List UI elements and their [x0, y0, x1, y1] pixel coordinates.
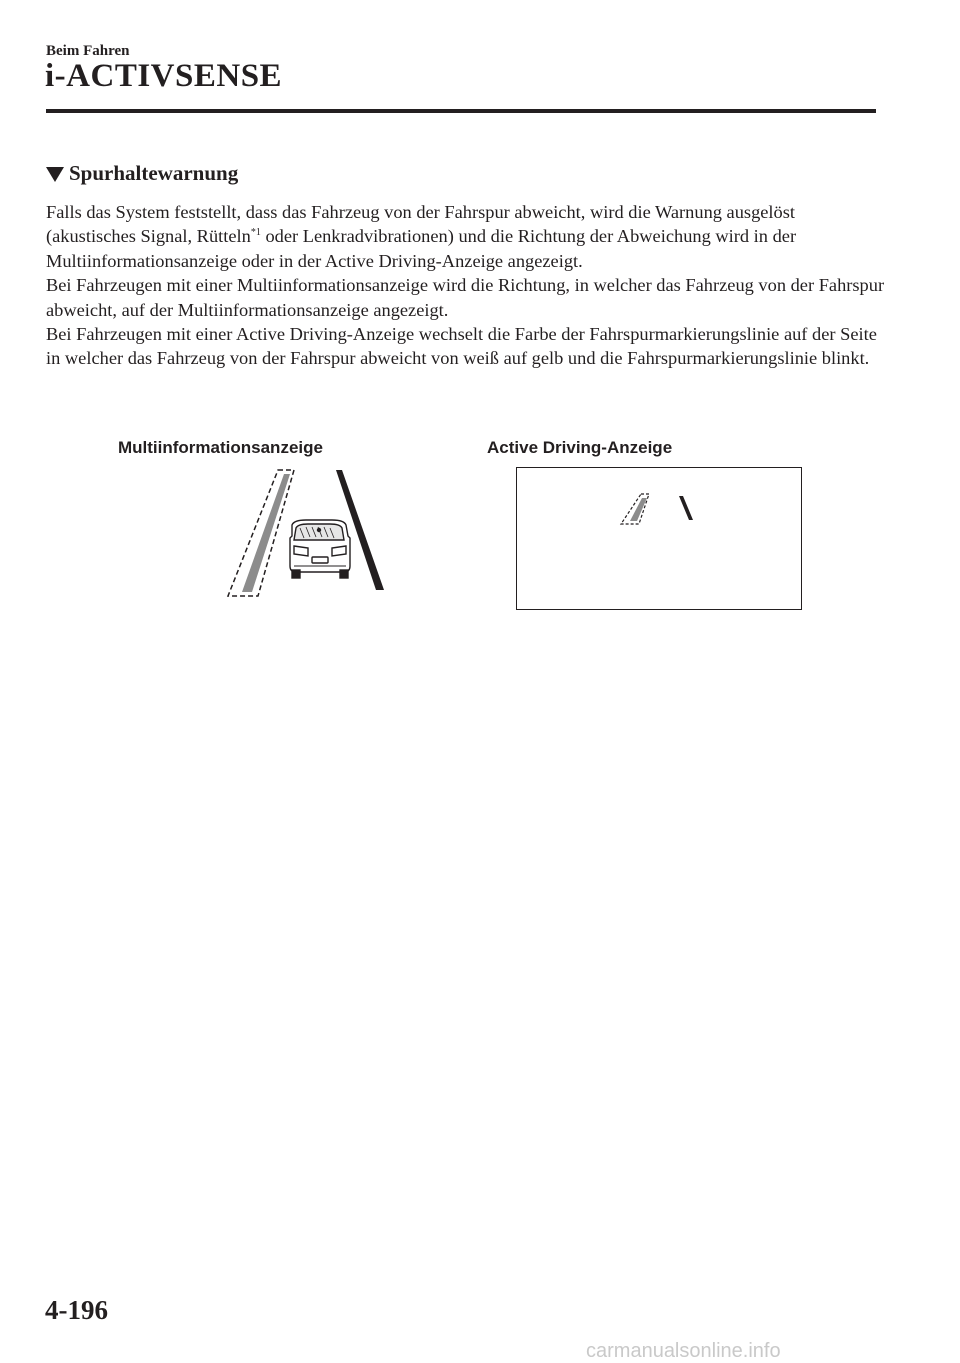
header-rule	[46, 109, 876, 113]
left-lane-line	[242, 474, 290, 592]
left-lane-line	[630, 498, 647, 521]
car-icon	[290, 520, 350, 578]
active-driving-display	[516, 467, 802, 610]
body-text	[46, 200, 886, 371]
multiinfo-illustration	[220, 462, 400, 602]
heading-text: Spurhaltewarnung	[69, 161, 239, 185]
watermark: carmanualsonline.info	[586, 1340, 781, 1362]
page-number: 4-196	[45, 1295, 108, 1325]
active-driving-label: Active Driving-Anzeige	[487, 438, 673, 457]
multiinfo-label: Multiinformationsanzeige	[118, 438, 323, 457]
footnote-ref: *1	[250, 227, 261, 239]
triangle-down-icon	[46, 167, 64, 182]
paragraph-3: Bei Fahrzeugen mit einer Active Driving-Anzeige wechselt die Farbe der Fahrspurmarkierungslinie auf der Seite in welcher das Fahrzeug von der Fahrspur abweicht von weiß auf gelb und die Fahrspurmarkierungslinie blinkt.	[46, 324, 877, 369]
section-title: i-ACTIVSENSE	[45, 58, 283, 94]
active-driving-illustration	[517, 468, 801, 609]
right-lane-line	[679, 496, 693, 520]
paragraph-1: Falls das System feststellt, dass das Fahrzeug von der Fahrspur abweicht, wird die Warnung ausgelöst (akustisches Signal, Rütteln$^{*1}$ oder Lenkradvibrationen) und die Richtung der Abweichung wird in der Multiinformationsanzeige oder in der Active Driving-Anzeige angezeigt.	[46, 202, 797, 271]
paragraph-2: Bei Fahrzeugen mit einer Multiinformationsanzeige wird die Richtung, in welcher das Fahrzeug von der Fahrspur abweicht, auf der Multiinformationsanzeige angezeigt.	[46, 275, 885, 320]
chapter-title: Beim Fahren	[46, 43, 130, 59]
subsection-heading	[46, 161, 238, 186]
